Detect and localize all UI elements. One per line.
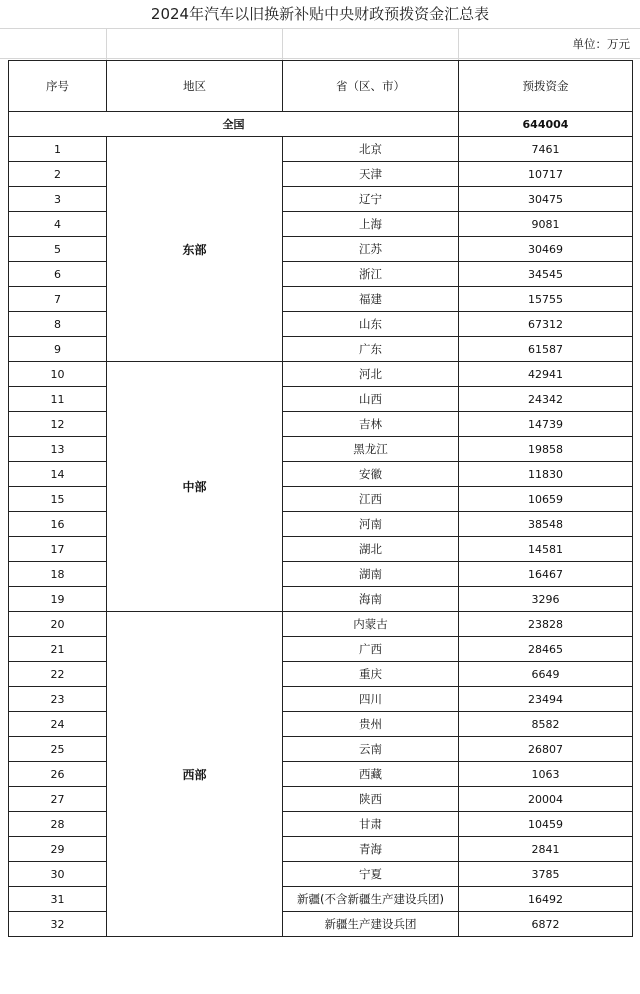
province-name: 北京: [283, 137, 459, 162]
allocation-amount: 28465: [459, 637, 633, 662]
province-name: 天津: [283, 162, 459, 187]
row-number: 24: [9, 712, 107, 737]
table-row: [9, 412, 633, 437]
province-name: 河南: [283, 512, 459, 537]
province-name: 湖北: [283, 537, 459, 562]
allocation-amount: 61587: [459, 337, 633, 362]
header-no: 序号: [9, 61, 107, 112]
province-name: 江苏: [283, 237, 459, 262]
allocation-amount: 2841: [459, 837, 633, 862]
province-name: 安徽: [283, 462, 459, 487]
allocation-amount: 3785: [459, 862, 633, 887]
row-number: 17: [9, 537, 107, 562]
unit-label: 单位：万元: [572, 37, 630, 51]
allocation-amount: 24342: [459, 387, 633, 412]
allocation-amount: 10717: [459, 162, 633, 187]
row-number: 2: [9, 162, 107, 187]
province-name: 吉林: [283, 412, 459, 437]
grid-line: [106, 28, 107, 60]
total-row: [9, 112, 633, 137]
allocation-amount: 34545: [459, 262, 633, 287]
province-name: 湖南: [283, 562, 459, 587]
row-number: 8: [9, 312, 107, 337]
province-name: 陕西: [283, 787, 459, 812]
province-name: 山东: [283, 312, 459, 337]
table-row: [9, 287, 633, 312]
allocation-amount: 30469: [459, 237, 633, 262]
table-row: [9, 212, 633, 237]
table-row: [9, 162, 633, 187]
table-row: [9, 662, 633, 687]
allocation-amount: 3296: [459, 587, 633, 612]
allocation-amount: 7461: [459, 137, 633, 162]
table-row: [9, 837, 633, 862]
table-row: [9, 737, 633, 762]
row-number: 31: [9, 887, 107, 912]
region-name: 西部: [107, 612, 283, 937]
allocation-table: [8, 60, 633, 937]
province-name: 四川: [283, 687, 459, 712]
row-number: 12: [9, 412, 107, 437]
table-row: [9, 862, 633, 887]
table-row: [9, 887, 633, 912]
province-name: 贵州: [283, 712, 459, 737]
province-name: 甘肃: [283, 812, 459, 837]
row-number: 5: [9, 237, 107, 262]
header-region: 地区: [107, 61, 283, 112]
province-name: 西藏: [283, 762, 459, 787]
row-number: 11: [9, 387, 107, 412]
allocation-amount: 14739: [459, 412, 633, 437]
sheet-title: 2024年汽车以旧换新补贴中央财政预拨资金汇总表: [150, 5, 490, 23]
row-number: 23: [9, 687, 107, 712]
province-name: 海南: [283, 587, 459, 612]
table-row: [9, 537, 633, 562]
row-number: 21: [9, 637, 107, 662]
row-number: 27: [9, 787, 107, 812]
table-row: [9, 562, 633, 587]
table-row: [9, 612, 633, 637]
table-row: [9, 337, 633, 362]
allocation-amount: 9081: [459, 212, 633, 237]
allocation-amount: 10659: [459, 487, 633, 512]
allocation-amount: 19858: [459, 437, 633, 462]
province-name: 云南: [283, 737, 459, 762]
total-value: 644004: [459, 112, 633, 137]
header-province: 省（区、市）: [283, 61, 459, 112]
allocation-amount: 6649: [459, 662, 633, 687]
row-number: 6: [9, 262, 107, 287]
allocation-amount: 15755: [459, 287, 633, 312]
row-number: 16: [9, 512, 107, 537]
row-number: 20: [9, 612, 107, 637]
row-number: 18: [9, 562, 107, 587]
header-row: [9, 61, 633, 112]
allocation-amount: 42941: [459, 362, 633, 387]
row-number: 15: [9, 487, 107, 512]
row-number: 1: [9, 137, 107, 162]
province-name: 浙江: [283, 262, 459, 287]
allocation-amount: 8582: [459, 712, 633, 737]
province-name: 新疆生产建设兵团: [283, 912, 459, 937]
table-row: [9, 187, 633, 212]
header-amount: 预拨资金: [459, 61, 633, 112]
allocation-amount: 67312: [459, 312, 633, 337]
province-name: 黑龙江: [283, 437, 459, 462]
row-number: 14: [9, 462, 107, 487]
grid-line: [0, 58, 640, 59]
row-number: 13: [9, 437, 107, 462]
allocation-amount: 26807: [459, 737, 633, 762]
province-name: 辽宁: [283, 187, 459, 212]
row-number: 7: [9, 287, 107, 312]
province-name: 福建: [283, 287, 459, 312]
row-number: 9: [9, 337, 107, 362]
table-row: [9, 762, 633, 787]
province-name: 江西: [283, 487, 459, 512]
table-row: [9, 362, 633, 387]
table-row: [9, 137, 633, 162]
table-row: [9, 637, 633, 662]
province-name: 广东: [283, 337, 459, 362]
table-row: [9, 387, 633, 412]
allocation-amount: 14581: [459, 537, 633, 562]
province-name: 广西: [283, 637, 459, 662]
row-number: 4: [9, 212, 107, 237]
table-row: [9, 712, 633, 737]
table-row: [9, 812, 633, 837]
table-body: [9, 61, 633, 937]
allocation-amount: 38548: [459, 512, 633, 537]
province-name: 山西: [283, 387, 459, 412]
row-number: 22: [9, 662, 107, 687]
allocation-amount: 23494: [459, 687, 633, 712]
allocation-amount: 30475: [459, 187, 633, 212]
table-row: [9, 312, 633, 337]
row-number: 26: [9, 762, 107, 787]
row-number: 25: [9, 737, 107, 762]
row-number: 32: [9, 912, 107, 937]
total-label: 全国: [9, 112, 459, 137]
table-row: [9, 587, 633, 612]
province-name: 河北: [283, 362, 459, 387]
table-row: [9, 437, 633, 462]
province-name: 重庆: [283, 662, 459, 687]
table-row: [9, 462, 633, 487]
allocation-amount: 23828: [459, 612, 633, 637]
province-name: 青海: [283, 837, 459, 862]
row-number: 28: [9, 812, 107, 837]
row-number: 30: [9, 862, 107, 887]
grid-line: [282, 28, 283, 60]
row-number: 29: [9, 837, 107, 862]
allocation-amount: 16467: [459, 562, 633, 587]
province-name: 新疆(不含新疆生产建设兵团): [283, 887, 459, 912]
allocation-amount: 6872: [459, 912, 633, 937]
allocation-amount: 1063: [459, 762, 633, 787]
row-number: 10: [9, 362, 107, 387]
row-number: 3: [9, 187, 107, 212]
allocation-amount: 10459: [459, 812, 633, 837]
allocation-amount: 20004: [459, 787, 633, 812]
grid-line: [0, 28, 640, 29]
row-number: 19: [9, 587, 107, 612]
table-row: [9, 237, 633, 262]
table-row: [9, 512, 633, 537]
table-row: [9, 687, 633, 712]
allocation-amount: 16492: [459, 887, 633, 912]
province-name: 上海: [283, 212, 459, 237]
region-name: 中部: [107, 362, 283, 612]
table-row: [9, 487, 633, 512]
province-name: 宁夏: [283, 862, 459, 887]
allocation-amount: 11830: [459, 462, 633, 487]
region-name: 东部: [107, 137, 283, 362]
table-row: [9, 262, 633, 287]
table-row: [9, 787, 633, 812]
grid-line: [458, 28, 459, 60]
table-row: [9, 912, 633, 937]
province-name: 内蒙古: [283, 612, 459, 637]
